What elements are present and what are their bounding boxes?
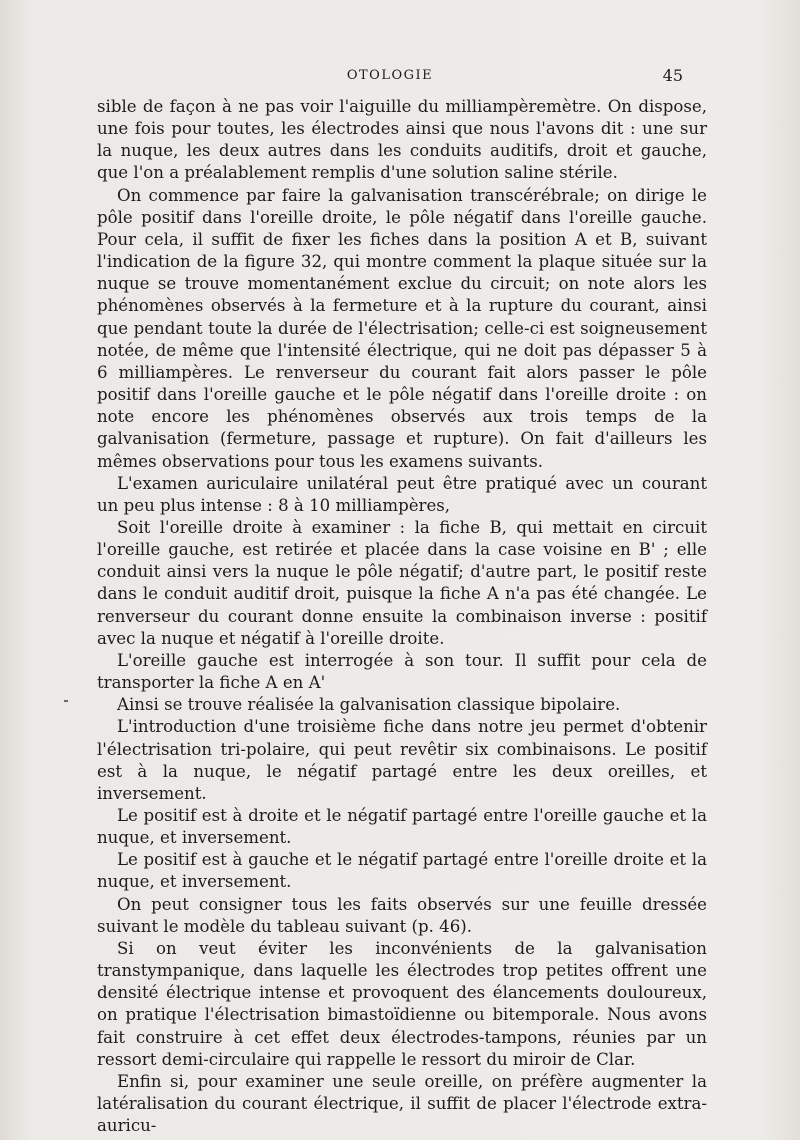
paragraph: Le positif est à droite et le négatif partagé entre l'oreille gauche et la nuque, et inversement. <box>97 806 707 848</box>
body-text <box>97 96 707 1137</box>
paragraph: Enfin si, pour examiner une seule oreille, on préfère augmenter la latéralisation du courant électrique, il suffit de placer l'électrode extra-auricu- <box>97 1071 707 1136</box>
paragraph: On peut consigner tous les faits observés sur une feuille dressée suivant le modèle du tableau suivant (p. 46). <box>97 894 707 936</box>
margin-mark <box>64 700 68 702</box>
paragraph: Soit l'oreille droite à examiner : la fiche B, qui mettait en circuit l'oreille gauche, est retirée et placée dans la case voisine en B' ; elle conduit ainsi vers la nuque le pôle négatif; d'autre part, le positif reste dans le conduit auditif droit, puisque la fiche A n'a pas été changée. Le renverseur du courant donne ensuite la combinaison inverse : positif avec la nuque et négatif à l'oreille droite. <box>97 517 707 648</box>
paragraph: Si on veut éviter les inconvénients de la galvanisation transtympanique, dans laquelle les électrodes trop petites offrent une densité électrique intense et provoquent des élancements douloureux, on pratique l'électrisation bimastoïdienne ou bitemporale. Nous avons fait construire à cet effet deux électrodes-tampons, réunies par un ressort demi-circulaire qui rappelle le ressort du miroir de Clar. <box>97 938 707 1069</box>
paragraph: Le positif est à gauche et le négatif partagé entre l'oreille droite et la nuque, et inversement. <box>97 850 707 892</box>
paragraph: L'oreille gauche est interrogée à son tour. Il suffit pour cela de transporter la fiche A en A' <box>97 650 707 693</box>
paragraph: Ainsi se trouve réalisée la galvanisation classique bipolaire. <box>117 695 621 715</box>
paragraph: L'introduction d'une troisième fiche dans notre jeu permet d'obtenir l'électrisation tri-polaire, qui peut revêtir six combinaisons. Le positif est à la nuque, le négatif partagé entre les deux oreilles, et inversement. <box>97 717 707 803</box>
page-number: 45 <box>662 66 683 85</box>
running-title: OTOLOGIE <box>346 68 434 83</box>
page-header <box>97 66 683 88</box>
paragraph: L'examen auriculaire unilatéral peut être pratiqué avec un courant un peu plus intense : 8 à 10 milliampères, <box>97 473 707 515</box>
paragraph: On commence par faire la galvanisation transcérébrale; on dirige le pôle positif dans l'oreille droite, le pôle négatif dans l'oreille gauche. Pour cela, il suffit de fixer les fiches dans la position A et B, suivant l'indication de la figure 32, qui montre comment la plaque située sur la nuque se trouve momentanément exclue du circuit; on note alors les phénomènes observés à la fermeture et à la rupture du courant, ainsi que pendant toute la durée de l'électrisation; celle-ci est soigneusement notée, de même que l'intensité électrique, qui ne doit pas dépasser 5 à 6 milliampères. Le renverseur du courant fait alors passer le pôle positif dans l'oreille gauche et le pôle négatif dans l'oreille droite : on note encore les phénomènes observés aux trois temps de la galvanisation (fermeture, passage et rupture). On fait d'ailleurs les mêmes observations pour tous les examens suivants. <box>97 185 707 471</box>
paragraph-continuation: sible de façon à ne pas voir l'aiguille du milliampèremètre. On dispose, une fois pour toutes, les électrodes ainsi que nous l'avons dit : une sur la nuque, les deux autres dans les conduits auditifs, droit et gauche, que l'on a préalablement remplis d'une solution saline stérile. <box>97 97 707 183</box>
